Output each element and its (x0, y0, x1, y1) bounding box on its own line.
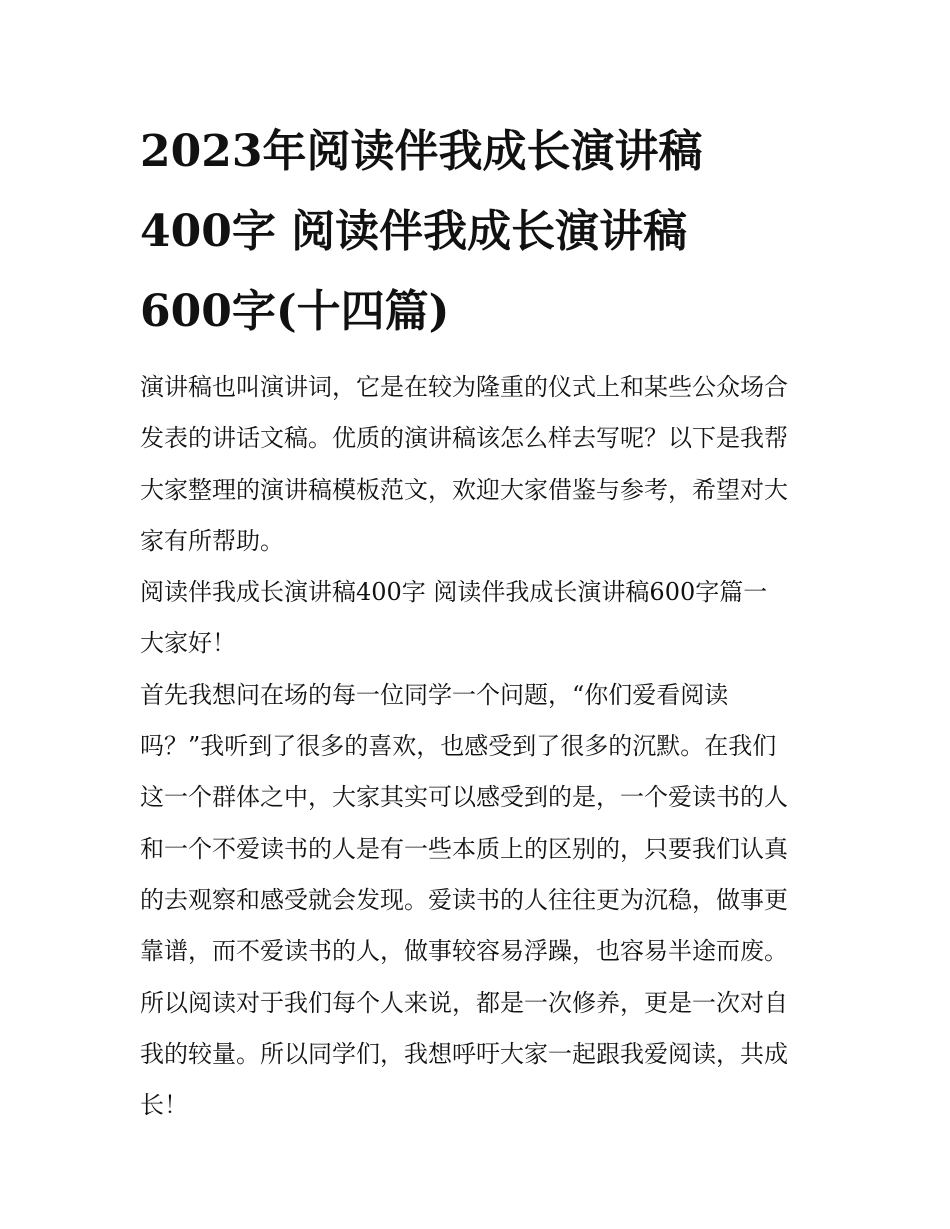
text-line: 的去观察和感受就会发现。爱读书的人往往更为沉稳，做事更 (140, 885, 788, 914)
document-body (140, 362, 815, 1131)
speech-paragraph (140, 670, 815, 1132)
text-line: 我的较量。所以同学们，我想呼吁大家一起跟我爱阅读，共成 (140, 1039, 788, 1068)
text-line: 长！ (140, 1091, 188, 1120)
text-line: 阅读伴我成长演讲稿400字 阅读伴我成长演讲稿600字篇一 (140, 578, 768, 607)
text-line: 首先我想问在场的每一位同学一个问题，“你们爱看阅读 (140, 680, 729, 709)
text-line: 靠谱，而不爱读书的人，做事较容易浮躁，也容易半途而废。 (140, 937, 788, 966)
title-line: 600字(十四篇) (140, 286, 450, 337)
title-line: 2023年阅读伴我成长演讲稿 (140, 126, 703, 177)
text-line: 和一个不爱读书的人是有一些本质上的区别的，只要我们认真 (140, 834, 788, 863)
text-line: 发表的讲话文稿。优质的演讲稿该怎么样去写呢？以下是我帮 (140, 424, 788, 453)
title-line: 400字 阅读伴我成长演讲稿 (140, 206, 688, 257)
text-line: 吗？”我听到了很多的喜欢，也感受到了很多的沉默。在我们 (140, 732, 777, 761)
text-line: 所以阅读对于我们每个人来说，都是一次修养，更是一次对自 (140, 988, 788, 1017)
text-line: 演讲稿也叫演讲词，它是在较为隆重的仪式上和某些公众场合 (140, 373, 788, 401)
document-page (140, 112, 815, 1131)
document-title (140, 112, 815, 352)
text-line: 这一个群体之中，大家其实可以感受到的是，一个爱读书的人 (140, 783, 788, 812)
greeting-paragraph (140, 618, 815, 669)
text-line: 家有所帮助。 (140, 526, 284, 555)
section-heading (140, 567, 815, 618)
intro-paragraph (140, 362, 815, 567)
text-line: 大家整理的演讲稿模板范文，欢迎大家借鉴与参考，希望对大 (140, 475, 788, 504)
text-line: 大家好！ (140, 629, 236, 658)
